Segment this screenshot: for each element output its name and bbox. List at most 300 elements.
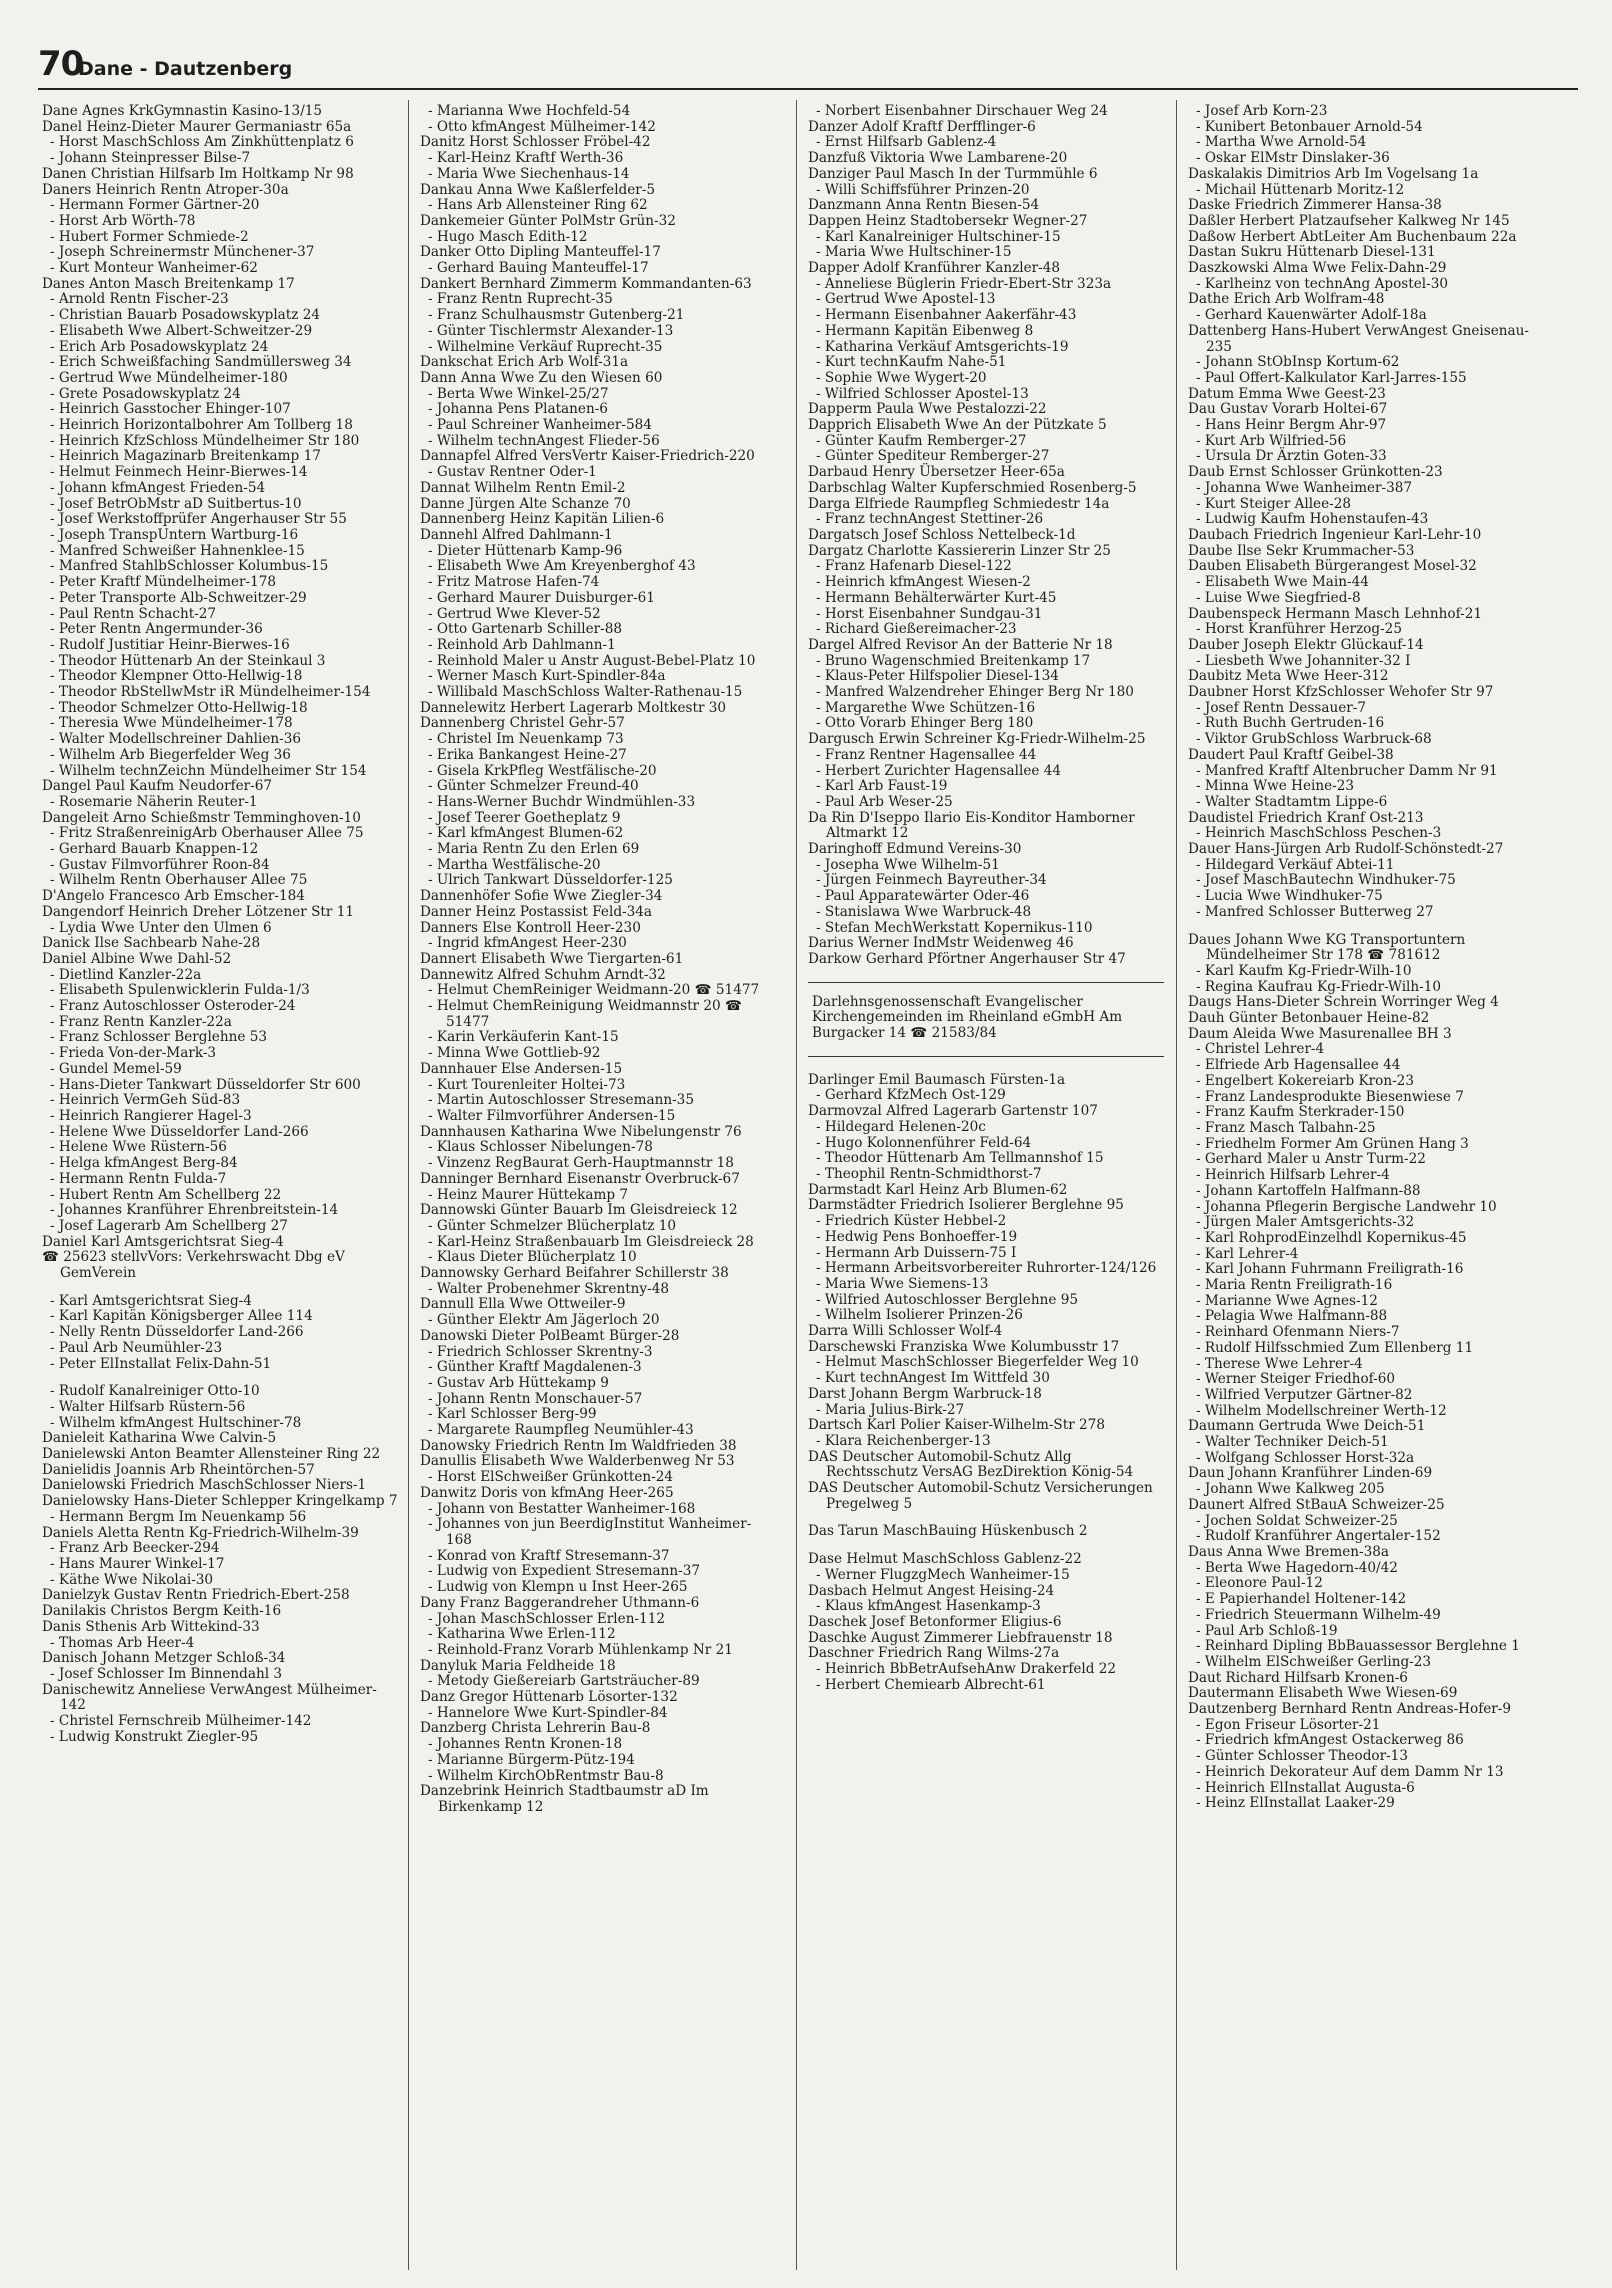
directory-entry: Dase Helmut MaschSchloss Gablenz-22 [808, 1551, 1082, 1568]
directory-entry: - Hugo Masch Edith-12 [428, 228, 588, 245]
directory-entry: Dankemeier Günter PolMstr Grün-32 [420, 212, 676, 229]
directory-entry: - Hugo Kolonnenführer Feld-64 [816, 1134, 1032, 1151]
directory-entry: - Ingrid kfmAngest Heer-230 [428, 935, 627, 952]
directory-entry: - Ulrich Tankwart Düsseldorfer-125 [428, 872, 673, 889]
directory-entry: Daudert Paul Kraftf Geibel-38 [1188, 746, 1394, 763]
directory-entry: - Hans-Dieter Tankwart Düsseldorfer Str 600 [50, 1076, 361, 1093]
directory-entry: Danners Else Kontroll Heer-230 [420, 919, 641, 936]
directory-entry: - Wilhelm technZeichn Mündelheimer Str 154 [50, 762, 367, 779]
directory-entry: - Johanna Wwe Wanheimer-387 [1196, 479, 1413, 496]
directory-entry: - Hans Arb Allensteiner Ring 62 [428, 197, 648, 214]
directory-entry: Dannowsky Gerhard Beifahrer Schillerstr 38 [420, 1265, 729, 1282]
directory-entry: - Metody Gießereiarb Gartsträucher-89 [428, 1673, 700, 1690]
directory-entry: - Theresia Wwe Mündelheimer-178 [50, 715, 293, 732]
directory-entry: Darlinger Emil Baumasch Fürsten-1a [808, 1071, 1066, 1088]
directory-entry: - Johanna Pflegerin Bergische Landwehr 10 [1196, 1198, 1497, 1215]
directory-entry: - Berta Wwe Winkel-25/27 [428, 385, 609, 402]
directory-entry: - Reinhold Arb Dahlmann-1 [428, 636, 616, 653]
directory-entry: Daugs Hans-Dieter Schrein Worringer Weg 4 [1188, 994, 1499, 1011]
directory-entry: - Johann Kartoffeln Halfmann-88 [1196, 1182, 1421, 1199]
directory-entry: Daut Richard Hilfsarb Kronen-6 [1188, 1669, 1408, 1686]
directory-entry: - Karin Verkäuferin Kant-15 [428, 1029, 619, 1046]
directory-entry: - Christel Fernschreib Mülheimer-142 [50, 1713, 312, 1730]
directory-entry: - Karl Schlosser Berg-99 [428, 1406, 597, 1423]
directory-entry: - Klara Reichenberger-13 [816, 1432, 991, 1449]
directory-entry: - Hannelore Wwe Kurt-Spindler-84 [428, 1704, 668, 1721]
directory-entry: Dannewitz Alfred Schuhm Arndt-32 [420, 966, 666, 983]
directory-entry: Danielewski Anton Beamter Allensteiner Ring 22 [42, 1446, 381, 1463]
directory-entry: Daubner Horst KfzSchlosser Wehofer Str 97 [1188, 684, 1494, 701]
directory-entry: - Manfred Schlosser Butterweg 27 [1196, 903, 1434, 920]
directory-entry: - Hermann Arbeitsvorbereiter Ruhrorter-124/126 [816, 1260, 1157, 1277]
directory-entry: Daschek Josef Betonformer Eligius-6 [808, 1613, 1062, 1630]
directory-entry: - Johann von Bestatter Wanheimer-168 [428, 1500, 696, 1517]
directory-entry: - Ruth Buchh Gertruden-16 [1196, 715, 1385, 732]
directory-entry: Darga Elfriede Raumpfleg Schmiedestr 14a [808, 495, 1110, 512]
directory-entry: - Hermann Former Gärtner-20 [50, 197, 260, 214]
directory-entry: - Klaus Schlosser Nibelungen-78 [428, 1139, 653, 1156]
directory-entry: - Martha Wwe Arnold-54 [1196, 134, 1367, 151]
directory-entry: - Manfred Walzendreher Ehinger Berg Nr 180 [816, 684, 1134, 701]
directory-entry: - Karl-Heinz Kraftf Werth-36 [428, 150, 624, 167]
directory-entry: Darbaud Henry Übersetzer Heer-65a [808, 464, 1065, 481]
directory-entry: - Helmut MaschSchlosser Biegerfelder Weg 10 [816, 1354, 1139, 1371]
directory-entry: - Josepha Wwe Wilhelm-51 [816, 856, 1000, 873]
directory-entry: - Hermann Eisenbahner Aakerfähr-43 [816, 307, 1077, 324]
directory-entry: - Gerhard KfzMech Ost-129 [816, 1087, 1006, 1104]
directory-entry: - Werner Masch Kurt-Spindler-84a [428, 668, 666, 685]
directory-entry: - Thomas Arb Heer-4 [50, 1634, 195, 1651]
directory-entry: - Peter ElInstallat Felix-Dahn-51 [50, 1355, 272, 1372]
directory-entry: - Klaus Dieter Blücherplatz 10 [428, 1249, 637, 1266]
directory-entry: - Werner FlugzgMech Wanheimer-15 [816, 1566, 1070, 1583]
directory-entry: - Reinhard Ofenmann Niers-7 [1196, 1324, 1400, 1341]
directory-entry: - Kunibert Betonbauer Arnold-54 [1196, 118, 1423, 135]
directory-entry: - Gertrud Wwe Mündelheimer-180 [50, 369, 288, 386]
directory-entry: - Hans Heinr Bergm Ahr-97 [1196, 417, 1387, 434]
directory-entry: DAS Deutscher Automobil-Schutz Allg Rechtsschutz VersAG BezDirektion König-54 [808, 1448, 1134, 1481]
directory-entry: Danzebrink Heinrich Stadtbaumstr aD Im Birkenkamp 12 [420, 1783, 709, 1815]
directory-entry: - Manfred Kraftf Altenbrucher Damm Nr 91 [1196, 762, 1498, 779]
directory-entry: Darst Johann Bergm Warbruck-18 [808, 1385, 1042, 1402]
directory-column-4 [1188, 104, 1544, 2264]
directory-entry: - Luise Wwe Siegfried-8 [1196, 589, 1361, 606]
directory-entry: - Karl Amtsgerichtsrat Sieg-4 [50, 1292, 252, 1309]
directory-entry: - Maria Wwe Siemens-13 [816, 1275, 989, 1292]
directory-entry: - Hubert Rentn Am Schellberg 22 [50, 1186, 282, 1203]
directory-entry: - Wilfried Autoschlosser Berglehne 95 [816, 1291, 1078, 1308]
directory-entry: - Franz Rentner Hagensallee 44 [816, 746, 1037, 763]
directory-entry: Daners Heinrich Rentn Atroper-30a [42, 181, 289, 198]
directory-entry: - Franz Autoschlosser Osteroder-24 [50, 998, 296, 1015]
directory-entry: Danen Christian Hilfsarb Im Holtkamp Nr 98 [42, 165, 354, 182]
directory-entry: - Katharina Wwe Erlen-112 [428, 1626, 616, 1643]
directory-entry: - Günter Schlosser Theodor-13 [1196, 1748, 1408, 1765]
directory-entry: Danker Otto Dipling Manteuffel-17 [420, 244, 661, 261]
directory-entry: - Günter Schmelzer Blücherplatz 10 [428, 1217, 676, 1234]
directory-entry: Dannhauer Else Andersen-15 [420, 1060, 623, 1077]
directory-entry: - Johann kfmAngest Frieden-54 [50, 479, 266, 496]
directory-entry: - Gustav Rentner Oder-1 [428, 464, 597, 481]
directory-entry: - Heinrich BbBetrAufsehAnw Drakerfeld 22 [816, 1661, 1117, 1678]
directory-entry: - Karl Kapitän Königsberger Allee 114 [50, 1308, 313, 1325]
directory-entry: - Walter Stadtamtm Lippe-6 [1196, 793, 1388, 810]
directory-entry: Danner Heinz Postassist Feld-34a [420, 903, 653, 920]
directory-entry: Dapperm Paula Wwe Pestalozzi-22 [808, 401, 1047, 418]
entry-gap [1188, 921, 1544, 933]
directory-entry: Darius Werner IndMstr Weidenweg 46 [808, 935, 1074, 952]
directory-entry: - Wilhelm Modellschreiner Werth-12 [1196, 1402, 1447, 1419]
directory-entry: Danielowski Friedrich MaschSchlosser Niers-1 [42, 1477, 367, 1494]
directory-entry: Danyluk Maria Feldheide 18 [420, 1657, 616, 1674]
directory-entry: - Therese Wwe Lehrer-4 [1196, 1355, 1363, 1372]
directory-entry: - Friedrich Schlosser Skrentny-3 [428, 1343, 653, 1360]
directory-entry: - Paul Arb Neumühler-23 [50, 1339, 223, 1356]
directory-entry: - Josef Teerer Goetheplatz 9 [428, 809, 621, 826]
directory-entry: - Heinrich ElInstallat Augusta-6 [1196, 1779, 1415, 1796]
directory-entry: - Hubert Former Schmiede-2 [50, 228, 249, 245]
directory-entry: Dau Gustav Vorarb Holtei-67 [1188, 401, 1388, 418]
directory-entry: Daschke August Zimmerer Liebfrauenstr 18 [808, 1629, 1113, 1646]
directory-entry: - Peter Kraftf Mündelheimer-178 [50, 574, 277, 591]
directory-entry: - E Papierhandel Holtener-142 [1196, 1591, 1407, 1608]
directory-entry: Dannat Wilhelm Rentn Emil-2 [420, 479, 626, 496]
directory-column-3 [808, 104, 1164, 2264]
directory-entry: - Klaus kfmAngest Hasenkamp-3 [816, 1598, 1041, 1615]
directory-entry: - Hermann Bergm Im Neuenkamp 56 [50, 1508, 307, 1525]
directory-entry: - Marianne Bürgerm-Pütz-194 [428, 1751, 635, 1768]
directory-entry: - Heinrich MaschSchloss Peschen-3 [1196, 825, 1442, 842]
directory-entry: - Otto Vorarb Ehinger Berg 180 [816, 715, 1034, 732]
page-number: 70 [38, 44, 84, 84]
directory-entry: - Kurt technKaufm Nahe-51 [816, 354, 1007, 371]
directory-entry: - Elisabeth Wwe Main-44 [1196, 574, 1369, 591]
directory-entry: - Maria Rentn Zu den Erlen 69 [428, 841, 640, 858]
directory-entry: - Walter Modellschreiner Dahlien-36 [50, 731, 302, 748]
directory-entry: - Theophil Rentn-Schmidthorst-7 [816, 1166, 1042, 1182]
directory-entry: Daske Friedrich Zimmerer Hansa-38 [1188, 197, 1442, 214]
directory-entry: - Walter Filmvorführer Andersen-15 [428, 1108, 676, 1124]
directory-entry: - Paul Arb Weser-25 [816, 793, 953, 810]
directory-entry: - Lydia Wwe Unter den Ulmen 6 [50, 919, 272, 936]
directory-entry: - Marianna Wwe Hochfeld-54 [428, 104, 631, 119]
directory-entry: - Peter Rentn Angermunder-36 [50, 621, 263, 638]
directory-entry: - Karl Johann Fuhrmann Freiligrath-16 [1196, 1261, 1464, 1278]
directory-entry: - Wilhelmine Verkäuf Ruprecht-35 [428, 338, 663, 355]
directory-entry: - Heinrich VermGeh Süd-83 [50, 1092, 241, 1109]
directory-entry: Dapper Adolf Kranführer Kanzler-48 [808, 260, 1061, 277]
directory-entry: - Elisabeth Spulenwicklerin Fulda-1/3 [50, 982, 310, 999]
directory-entry: - Paul Rentn Schacht-27 [50, 605, 217, 622]
directory-entry: Dapprich Elisabeth Wwe An der Pützkate 5 [808, 417, 1107, 434]
directory-entry: Dasbach Helmut Angest Heising-24 [808, 1582, 1055, 1599]
directory-entry: - Otto kfmAngest Mülheimer-142 [428, 118, 656, 135]
entry-gap [42, 1282, 398, 1294]
directory-entry: - Franz Arb Beecker-294 [50, 1540, 220, 1557]
directory-entry: - Wilhelm ElSchweißer Gerling-23 [1196, 1653, 1432, 1670]
directory-entry: - Minna Wwe Heine-23 [1196, 778, 1355, 795]
directory-entry: Dannert Elisabeth Wwe Tiergarten-61 [420, 950, 684, 967]
directory-entry: - Günter Spediteur Remberger-27 [816, 448, 1050, 465]
directory-entry: - Theodor Hüttenarb Am Tellmannshof 15 [816, 1150, 1104, 1167]
directory-entry: - Franz Rentn Kanzler-22a [50, 1013, 232, 1030]
directory-entry: - Rosemarie Näherin Reuter-1 [50, 793, 258, 810]
directory-entry: - Karl Arb Faust-19 [816, 778, 948, 795]
directory-entry: - Franz Masch Talbahn-25 [1196, 1120, 1376, 1136]
notice-box: Darlehnsgenossenschaft Evangelischer Kirchengemeinden im Rheinland eGmbH Am Burgacker 14 ☎ 21583/84 [808, 982, 1164, 1057]
directory-entry: Daunert Alfred StBauA Schweizer-25 [1188, 1496, 1445, 1513]
directory-entry: - Josef Rentn Dessauer-7 [1196, 699, 1367, 716]
directory-entry: - Minna Wwe Gottlieb-92 [428, 1045, 601, 1062]
directory-entry: - Walter Techniker Deich-51 [1196, 1434, 1389, 1451]
directory-entry: ☎ 25623 stellvVors: Verkehrswacht Dbg eV GemVerein [42, 1249, 345, 1282]
directory-entry: - Gerhard Kauenwärter Adolf-18a [1196, 307, 1427, 324]
directory-entry: - Käthe Wwe Nikolai-30 [50, 1571, 214, 1588]
directory-entry: - Wilhelm Arb Biegerfelder Weg 36 [50, 746, 291, 763]
directory-entry: - Theodor Klempner Otto-Hellwig-18 [50, 668, 303, 685]
directory-entry: - Johannes Kranführer Ehrenbreitstein-14 [50, 1202, 339, 1219]
directory-entry: - Eleonore Paul-12 [1196, 1575, 1323, 1592]
directory-entry: - Jürgen Maler Amtsgerichts-32 [1196, 1214, 1415, 1231]
directory-entry: - Walter Probenehmer Skrentny-48 [428, 1280, 670, 1297]
directory-entry: - Franz Kaufm Sterkrader-150 [1196, 1104, 1405, 1121]
directory-entry: - Elisabeth Wwe Am Kreyenberghof 43 [428, 558, 696, 575]
directory-entry: - Christian Bauarb Posadowskyplatz 24 [50, 307, 321, 324]
directory-entry: Danninger Bernhard Eisenanstr Overbruck-67 [420, 1170, 740, 1187]
directory-entry: - Elisabeth Wwe Albert-Schweitzer-29 [50, 322, 313, 339]
directory-entry: - Heinz ElInstallat Laaker-29 [1196, 1795, 1395, 1812]
directory-entry: - Erich Arb Posadowskyplatz 24 [50, 338, 269, 355]
directory-entry: - Wolfgang Schlosser Horst-32a [1196, 1449, 1415, 1466]
directory-entry: - Hermann Behälterwärter Kurt-45 [816, 589, 1057, 606]
directory-entry: - Johann Wwe Kalkweg 205 [1196, 1481, 1385, 1498]
directory-entry: - Dietlind Kanzler-22a [50, 966, 202, 983]
directory-entry: - Johannes von jun BeerdigInstitut Wanheimer-168 [428, 1516, 752, 1548]
directory-entry: Daubach Friedrich Ingenieur Karl-Lehr-10 [1188, 526, 1482, 543]
directory-entry: - Peter Transporte Alb-Schweitzer-29 [50, 589, 307, 606]
directory-entry: - Heinz Maurer Hüttekamp 7 [428, 1186, 629, 1203]
directory-entry: - Karl-Heinz Straßenbauarb Im Gleisdreieck 28 [428, 1233, 754, 1250]
directory-entry: - Manfred StahlbSchlosser Kolumbus-15 [50, 558, 329, 575]
directory-entry: - Helmut ChemReiniger Weidmann-20 ☎ 51477 [428, 982, 760, 999]
directory-entry: - Paul Schreiner Wanheimer-584 [428, 417, 652, 434]
directory-entry: - Gustav Arb Hüttekamp 9 [428, 1374, 609, 1391]
directory-entry: Danz Gregor Hüttenarb Lösorter-132 [420, 1689, 678, 1706]
directory-entry: Danzmann Anna Rentn Biesen-54 [808, 197, 1040, 214]
directory-entry: Dane Agnes KrkGymnastin Kasino-13/15 [42, 104, 323, 119]
directory-entry: - Reinhold Maler u Anstr August-Bebel-Platz 10 [428, 652, 756, 669]
directory-entry: - Helga kfmAngest Berg-84 [50, 1155, 238, 1172]
directory-entry: - Norbert Eisenbahner Dirschauer Weg 24 [816, 104, 1108, 119]
directory-entry: Dannenberg Christel Gehr-57 [420, 715, 625, 732]
page-header [38, 44, 1578, 90]
directory-entry: - Engelbert Kokereiarb Kron-23 [1196, 1072, 1414, 1089]
directory-entry: - Paul Arb Schloß-19 [1196, 1622, 1338, 1639]
directory-entry: - Karl kfmAngest Blumen-62 [428, 825, 624, 842]
directory-entry: - Hermann Arb Duissern-75 I [816, 1244, 1017, 1261]
directory-entry: - Ursula Dr Ärztin Goten-33 [1196, 448, 1387, 465]
directory-entry: - Sophie Wwe Wygert-20 [816, 369, 987, 386]
directory-entry: Darkow Gerhard Pförtner Angerhauser Str 47 [808, 950, 1126, 967]
directory-entry: - Friedhelm Former Am Grünen Hang 3 [1196, 1135, 1469, 1152]
directory-entry: - Regina Kaufrau Kg-Friedr-Wilh-10 [1196, 978, 1442, 995]
directory-entry: Danischewitz Anneliese VerwAngest Mülheimer-142 [42, 1681, 377, 1714]
directory-entry: Daube Ilse Sekr Krummacher-53 [1188, 542, 1415, 559]
directory-entry: - Maria Wwe Siechenhaus-14 [428, 165, 630, 182]
directory-entry: - Karlheinz von technAng Apostel-30 [1196, 275, 1448, 292]
directory-entry: Danielzyk Gustav Rentn Friedrich-Ebert-258 [42, 1587, 350, 1604]
directory-entry: Daudistel Friedrich Kranf Ost-213 [1188, 809, 1424, 826]
directory-entry: Dankschat Erich Arb Wolf-31a [420, 354, 629, 371]
directory-entry: - Ernst Hilfsarb Gablenz-4 [816, 134, 997, 151]
directory-entry: Danne Jürgen Alte Schanze 70 [420, 495, 631, 512]
directory-entry: - Werner Steiger Friedhof-60 [1196, 1371, 1396, 1388]
directory-entry: - Viktor GrubSchloss Warbruck-68 [1196, 731, 1432, 748]
directory-entry: - Wilfried Schlosser Apostel-13 [816, 385, 1029, 402]
directory-entry: - Reinhard Dipling BbBauassessor Berglehne 1 [1196, 1638, 1520, 1655]
directory-entry: Daßow Herbert AbtLeiter Am Buchenbaum 22a [1188, 228, 1517, 245]
directory-entry: - Gerhard Bauarb Knappen-12 [50, 841, 259, 858]
directory-entry: Danowsky Friedrich Rentn Im Waldfrieden 38 [420, 1437, 737, 1454]
directory-entry: - Manfred Schweißer Hahnenklee-15 [50, 542, 305, 559]
directory-entry: Dauber Joseph Elektr Glückauf-14 [1188, 636, 1424, 653]
directory-entry: - Joseph TranspUntern Wartburg-16 [50, 526, 299, 543]
directory-entry: - Herbert Zurichter Hagensallee 44 [816, 762, 1062, 779]
directory-entry: - Karl Kaufm Kg-Friedr-Wilh-10 [1196, 962, 1412, 979]
directory-entry: - Wilhelm kfmAngest Hultschiner-78 [50, 1414, 302, 1431]
directory-entry: Dannull Ella Wwe Ottweiler-9 [420, 1296, 626, 1313]
page-range: Dane - Dautzenberg [78, 58, 293, 80]
directory-entry: - Heinrich Hilfsarb Lehrer-4 [1196, 1167, 1390, 1184]
directory-entry: Dautzenberg Bernhard Rentn Andreas-Hofer-9 [1188, 1701, 1512, 1718]
directory-entry: - Kurt Steiger Allee-28 [1196, 495, 1352, 512]
directory-entry: Daniels Aletta Rentn Kg-Friedrich-Wilhelm-39 [42, 1524, 359, 1541]
directory-entry: - Liesbeth Wwe Johanniter-32 I [1196, 652, 1411, 669]
directory-entry: Daumann Gertruda Wwe Deich-51 [1188, 1418, 1426, 1435]
directory-entry: - Erika Bankangest Heine-27 [428, 746, 627, 763]
directory-entry: - Ludwig Kaufm Hohenstaufen-43 [1196, 511, 1429, 528]
directory-entry: DAS Deutscher Automobil-Schutz Versicherungen Pregelweg 5 [808, 1480, 1153, 1512]
directory-entry: - Hans-Werner Buchdr Windmühlen-33 [428, 793, 696, 810]
directory-entry: Daniel Karl Amtsgerichtsrat Sieg-4 [42, 1233, 284, 1250]
directory-entry: - Egon Friseur Lösorter-21 [1196, 1716, 1381, 1733]
directory-entry: - Theodor RbStellwMstr iR Mündelheimer-154 [50, 684, 371, 701]
directory-entry: Daum Aleida Wwe Masurenallee BH 3 [1188, 1025, 1452, 1042]
directory-entry: Dargusch Erwin Schreiner Kg-Friedr-Wilhelm-25 [808, 731, 1146, 748]
directory-entry: - Rudolf Kranführer Angertaler-152 [1196, 1528, 1441, 1545]
directory-entry: - Richard Gießereimacher-23 [816, 621, 1017, 638]
directory-entry: Das Tarun MaschBauing Hüskenbusch 2 [808, 1523, 1088, 1540]
directory-entry: - Wilhelm Rentn Oberhauser Allee 75 [50, 872, 308, 889]
directory-entry: Darra Willi Schlosser Wolf-4 [808, 1323, 1003, 1340]
directory-entry: Dargatsch Josef Schloss Nettelbeck-1d [808, 526, 1076, 543]
directory-entry: Dannapfel Alfred VersVertr Kaiser-Friedrich-220 [420, 448, 755, 465]
directory-entry: - Rudolf Hilfsschmied Zum Ellenberg 11 [1196, 1339, 1474, 1356]
directory-entry: - Kurt technAngest Im Wittfeld 30 [816, 1370, 1050, 1387]
directory-entry: Dannowski Günter Bauarb Im Gleisdreieck 12 [420, 1202, 738, 1219]
directory-entry: - Dieter Hüttenarb Kamp-96 [428, 542, 623, 559]
directory-entry: Daues Johann Wwe KG Transportuntern Mündelheimer Str 178 ☎ 781612 [1188, 931, 1466, 964]
directory-entry: - Hildegard Helenen-20c [816, 1118, 986, 1135]
directory-entry: - Franz technAngest Stettiner-26 [816, 511, 1044, 528]
directory-entry: - Jochen Soldat Schweizer-25 [1196, 1512, 1398, 1529]
directory-entry: - Horst Eisenbahner Sundgau-31 [816, 605, 1043, 622]
directory-entry: - Günter Tischlermstr Alexander-13 [428, 322, 674, 339]
directory-entry: Darmovzal Alfred Lagerarb Gartenstr 107 [808, 1103, 1098, 1120]
directory-entry: - Josef BetrObMstr aD Suitbertus-10 [50, 495, 302, 512]
directory-entry: Daringhoff Edmund Vereins-30 [808, 841, 1022, 858]
directory-entry: Dauben Elisabeth Bürgerangest Mosel-32 [1188, 558, 1477, 575]
directory-entry: Datum Emma Wwe Geest-23 [1188, 385, 1386, 402]
directory-entry: - Horst MaschSchloss Am Zinkhüttenplatz 6 [50, 134, 354, 151]
directory-entry: Danes Anton Masch Breitenkamp 17 [42, 275, 295, 292]
directory-entry: - Rudolf Kanalreiniger Otto-10 [50, 1383, 260, 1400]
directory-entry: - Rudolf Justitiar Heinr-Bierwes-16 [50, 636, 290, 653]
directory-entry: Darmstädter Friedrich Isolierer Berglehne 95 [808, 1197, 1124, 1214]
directory-entry: Daniel Albine Wwe Dahl-52 [42, 950, 232, 967]
directory-entry: - Pelagia Wwe Halfmann-88 [1196, 1308, 1388, 1325]
directory-entry: - Kurt Monteur Wanheimer-62 [50, 260, 258, 277]
directory-entry: - Maria Wwe Hultschiner-15 [816, 244, 1012, 261]
directory-entry: - Michail Hüttenarb Moritz-12 [1196, 181, 1405, 198]
directory-entry: Dargel Alfred Revisor An der Batterie Nr 18 [808, 636, 1113, 653]
directory-entry: - Helene Wwe Düsseldorfer Land-266 [50, 1123, 309, 1140]
directory-entry: - Konrad von Kraftf Stresemann-37 [428, 1547, 670, 1564]
directory-entry: - Wilhelm technAngest Flieder-56 [428, 432, 660, 449]
directory-entry: - Margarete Raumpfleg Neumühler-43 [428, 1422, 694, 1439]
directory-entry: - Martha Westfälische-20 [428, 856, 601, 873]
column-rule [408, 100, 409, 2270]
directory-entry: Dany Franz Baggerandreher Uthmann-6 [420, 1594, 700, 1611]
directory-entry: - Otto Gartenarb Schiller-88 [428, 621, 622, 638]
directory-entry: - Johann Rentn Monschauer-57 [428, 1390, 643, 1407]
directory-entry: - Heinrich kfmAngest Wiesen-2 [816, 574, 1031, 591]
directory-entry: - Johann StObInsp Kortum-62 [1196, 354, 1400, 371]
directory-entry: - Paul Apparatewärter Oder-46 [816, 888, 1030, 905]
directory-entry: Dattenberg Hans-Hubert VerwAngest Gneisenau-235 [1188, 322, 1529, 355]
directory-entry: - Klaus-Peter Hilfspolier Diesel-134 [816, 668, 1059, 685]
directory-entry: - Joseph Schreinermstr Münchener-37 [50, 244, 315, 261]
directory-entry: - Ludwig von Klempn u Inst Heer-265 [428, 1579, 688, 1596]
directory-entry: - Franz Rentn Ruprecht-35 [428, 291, 613, 308]
directory-entry: - Karl Kanalreiniger Hultschiner-15 [816, 228, 1061, 245]
directory-entry: Danick Ilse Sachbearb Nahe-28 [42, 935, 261, 952]
directory-entry: - Josef Arb Korn-23 [1196, 104, 1328, 119]
directory-entry: - Frieda Von-der-Mark-3 [50, 1045, 217, 1062]
directory-entry: - Heinrich Gasstocher Ehinger-107 [50, 401, 291, 418]
directory-entry: Danzfuß Viktoria Wwe Lambarene-20 [808, 150, 1068, 167]
directory-entry: - Jürgen Feinmech Bayreuther-34 [816, 872, 1047, 889]
directory-entry: - Johannes Rentn Kronen-18 [428, 1736, 623, 1753]
directory-entry: Daub Ernst Schlosser Grünkotten-23 [1188, 464, 1443, 481]
directory-entry: - Friedrich kfmAngest Ostackerweg 86 [1196, 1732, 1464, 1749]
directory-entry: - Josef Schlosser Im Binnendahl 3 [50, 1665, 283, 1682]
directory-entry: - Paul Offert-Kalkulator Karl-Jarres-155 [1196, 369, 1467, 386]
directory-entry: - Ludwig Konstrukt Ziegler-95 [50, 1728, 259, 1745]
directory-entry: - Josef MaschBautechn Windhuker-75 [1196, 872, 1456, 889]
directory-entry: - Horst ElSchweißer Grünkotten-24 [428, 1469, 674, 1486]
directory-entry: - Günther Elektr Am Jägerloch 20 [428, 1312, 660, 1329]
directory-entry: - Franz Landesprodukte Biesenwiese 7 [1196, 1088, 1464, 1105]
directory-entry: - Walter Hilfsarb Rüstern-56 [50, 1398, 246, 1415]
directory-entry: Danisch Johann Metzger Schloß-34 [42, 1650, 286, 1667]
directory-entry: Danilakis Christos Bergm Keith-16 [42, 1603, 282, 1620]
directory-entry: - Hermann Kapitän Eibenweg 8 [816, 322, 1034, 339]
directory-entry: - Günter Kaufm Remberger-27 [816, 432, 1027, 449]
directory-entry: - Christel Lehrer-4 [1196, 1041, 1325, 1058]
directory-entry: - Karl Lehrer-4 [1196, 1245, 1299, 1262]
directory-entry: - Lucia Wwe Windhuker-75 [1196, 888, 1383, 905]
